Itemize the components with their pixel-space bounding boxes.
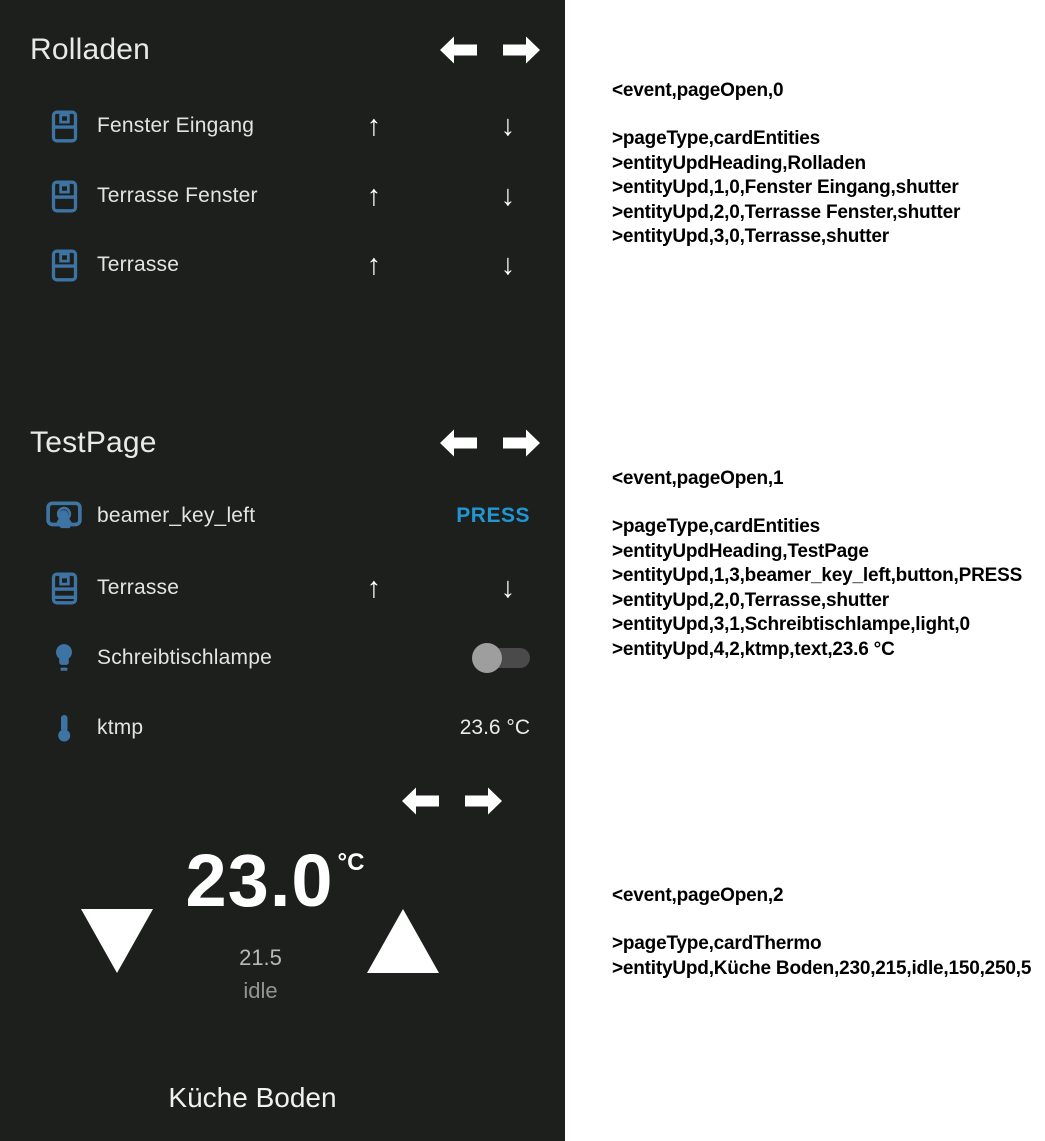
protocol-line: >entityUpd,2,0,Terrasse Fenster,shutter — [612, 201, 961, 223]
page-title: Rolladen — [30, 33, 151, 66]
current-temperature-value: 23.0 — [185, 839, 334, 922]
thermometer-icon — [45, 712, 83, 744]
entity-name: Terrasse — [97, 253, 180, 276]
protocol-event-line: <event,pageOpen,0 — [612, 80, 784, 101]
protocol-line: >entityUpd,3,1,Schreibtischlampe,light,0 — [612, 614, 970, 635]
protocol-block-pageopen-1 — [612, 467, 1042, 662]
nav-left-arrow-icon[interactable] — [440, 428, 477, 458]
card-testpage-header — [30, 421, 540, 465]
protocol-line: >entityUpdHeading,TestPage — [612, 540, 869, 562]
entity-row — [45, 705, 530, 751]
light-bulb-icon — [45, 642, 83, 674]
sensor-value: 23.6 °C — [459, 716, 530, 739]
entity-row — [45, 173, 530, 219]
shutter-up-button[interactable]: ↑ — [366, 572, 382, 604]
entity-name: Fenster Eingang — [97, 114, 255, 137]
protocol-line: >entityUpd,Küche Boden,230,215,idle,150,250,5 — [612, 957, 1032, 979]
shutter-down-button[interactable]: ↓ — [500, 249, 516, 281]
card-rolladen-header — [30, 28, 540, 72]
setpoint-value: 21.5 — [239, 945, 282, 970]
shutter-icon — [45, 572, 83, 605]
temperature-unit: °C — [337, 849, 365, 876]
shutter-controls — [352, 181, 530, 211]
protocol-line: >entityUpd,1,3,beamer_key_left,button,PRESS — [612, 565, 1023, 586]
protocol-block-pageopen-0 — [612, 79, 1042, 250]
nav-right-arrow-icon[interactable] — [465, 786, 502, 816]
page-title: TestPage — [30, 426, 157, 459]
current-temperature — [175, 839, 375, 922]
shutter-down-button[interactable]: ↓ — [500, 110, 516, 142]
entity-name: Terrasse Fenster — [97, 184, 258, 207]
press-button[interactable]: PRESS — [456, 504, 530, 527]
protocol-line: >entityUpd,1,0,Fenster Eingang,shutter — [612, 177, 959, 198]
setpoint-increase-button[interactable] — [366, 908, 440, 979]
hvac-state: idle — [243, 978, 278, 1003]
entity-row — [45, 242, 530, 288]
nav-left-arrow-icon[interactable] — [402, 786, 439, 816]
protocol-block-pageopen-2 — [612, 884, 1042, 981]
page-nav — [440, 428, 540, 458]
shutter-icon — [45, 249, 83, 282]
entity-row — [45, 493, 530, 539]
shutter-down-button[interactable]: ↓ — [500, 180, 516, 212]
protocol-line: >entityUpd,2,0,Terrasse,shutter — [612, 589, 889, 611]
entity-name: beamer_key_left — [97, 504, 256, 527]
shutter-up-button[interactable]: ↑ — [366, 249, 382, 281]
nav-left-arrow-icon[interactable] — [440, 35, 477, 65]
page-nav — [402, 786, 502, 816]
tap-button-icon — [45, 500, 83, 532]
entity-name: Terrasse — [97, 576, 180, 599]
protocol-event-line: <event,pageOpen,1 — [612, 468, 784, 489]
protocol-line: >pageType,cardEntities — [612, 128, 821, 149]
protocol-event-line: <event,pageOpen,2 — [612, 885, 784, 906]
protocol-line: >pageType,cardEntities — [612, 516, 821, 537]
entity-row — [45, 565, 530, 611]
nav-right-arrow-icon[interactable] — [503, 35, 540, 65]
nav-right-arrow-icon[interactable] — [503, 428, 540, 458]
thermostat-title: Küche Boden — [168, 1082, 337, 1113]
shutter-icon — [45, 180, 83, 213]
protocol-line: >pageType,cardThermo — [612, 933, 822, 954]
page-nav — [440, 35, 540, 65]
shutter-up-button[interactable]: ↑ — [366, 180, 382, 212]
shutter-controls — [352, 111, 530, 141]
shutter-icon — [45, 110, 83, 143]
entity-row — [45, 635, 530, 681]
entity-name: Schreibtischlampe — [97, 646, 272, 669]
protocol-line: >entityUpd,4,2,ktmp,text,23.6 °C — [612, 638, 895, 660]
shutter-down-button[interactable]: ↓ — [500, 572, 516, 604]
shutter-controls — [352, 250, 530, 280]
entity-row — [45, 103, 530, 149]
entity-name: ktmp — [97, 716, 144, 739]
shutter-up-button[interactable]: ↑ — [366, 110, 382, 142]
light-toggle[interactable] — [473, 647, 530, 669]
protocol-line: >entityUpdHeading,Rolladen — [612, 152, 866, 174]
protocol-line: >entityUpd,3,0,Terrasse,shutter — [612, 226, 889, 247]
toggle-knob — [472, 643, 502, 673]
shutter-controls — [352, 573, 530, 603]
setpoint-decrease-button[interactable] — [80, 908, 154, 979]
